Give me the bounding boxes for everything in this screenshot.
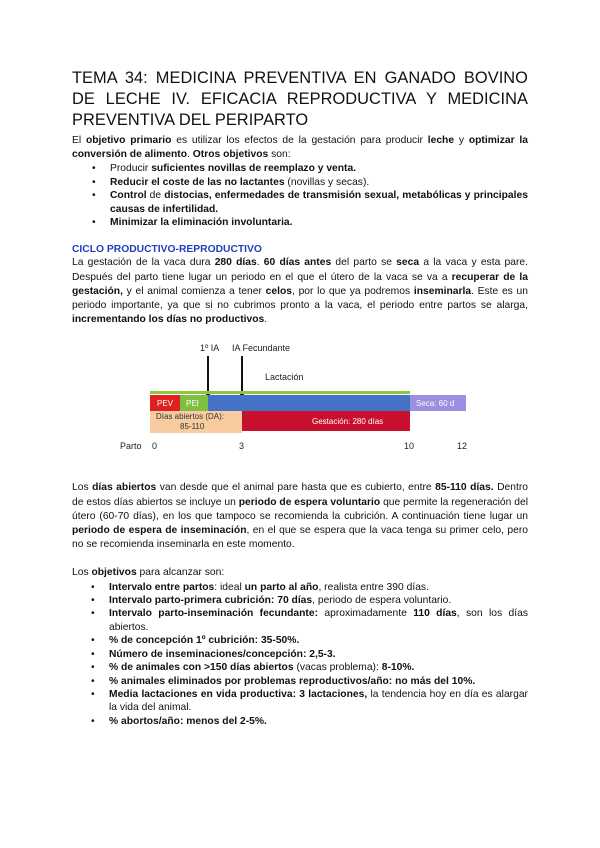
list-item: • Minimizar la eliminación involuntaria. [72,216,528,229]
page-title: TEMA 34: MEDICINA PREVENTIVA EN GANADO BOVINO DE LECHE IV. EFICACIA REPRODUCTIVA Y MEDICINA PREVENTIVA DEL PERIPARTO [72,69,528,129]
label-fertile-ai: IA Fecundante [232,343,291,354]
axis-tick-3: 3 [239,441,245,452]
list-item: • % animales eliminados por problemas reproductivos/año: no más del 10%. [72,675,528,688]
list-item: • Intervalo entre partos: ideal un parto al año, realista entre 390 días. [72,581,528,594]
pev-label: PEV [157,399,174,409]
label-lactation: Lactación [265,372,304,383]
label-first-ai: 1º IA [200,343,220,354]
arrow-first-ai [207,356,209,392]
list-item: • % de animales con >150 días abiertos (vacas problema): 8-10%. [72,661,528,674]
gestation-label: Gestación: 280 días [312,417,384,427]
dry-label: Seca: 60 d [416,399,455,409]
cycle-paragraph: La gestación de la vaca dura 280 días. 60 días antes del parto se seca a la vaca y esta pare. Después del parto tiene lugar un periodo en el que el útero de la vaca se va a recuperar de la gestación, y el animal comienza a tener celos, por lo que ya podremos inseminarla. Este es un periodo importante, ya que si no cubrimos pronto a la vaca, el periodo entre partos se alarga, incrementando los días no productivos. [72,257,528,326]
list-item: • Media lactaciones en vida productiva: 3 lactaciones, la tendencia hoy en día es alargar la vida del animal. [72,688,528,715]
open-days-paragraph: Los días abiertos van desde que el animal pare hasta que es cubierto, entre 85-110 días. Dentro de estos días abiertos se incluye un periodo de espera voluntario que permite la regeneración del útero (60-70 días), en los que tampoco se recomienda la cubrición. A continuación tiene lugar un periodo de espera de inseminación, en el que se espera que la vaca tenga su primer celo, pero no se recomienda inseminarla en este momento. [72,482,529,551]
lactation-line [150,391,410,394]
arrow-fertile-ai [241,356,243,392]
axis-label-birth: Parto [120,441,142,452]
list-item: • Número de inseminaciones/concepción: 2,5-3. [72,648,528,661]
open-days-label: Días abiertos (DA): [156,412,225,422]
list-item: • % abortos/año: menos del 2-5%. [72,715,528,728]
list-item: • % de concepción 1º cubrición: 35-50%. [72,634,528,647]
goals-list [72,581,528,728]
intro-paragraph: El objetivo primario es utilizar los efectos de la gestación para producir leche y optimizar la conversión de alimento. Otros objetivos son: [72,135,528,161]
list-item: • Intervalo parto-primera cubrición: 70 días, periodo de espera voluntario. [72,594,528,607]
objectives-list [72,162,528,229]
axis-tick-0: 0 [152,441,158,452]
document-page [72,68,528,728]
list-item: • Producir suficientes novillas de reemplazo y venta. [72,162,528,175]
goals-intro: Los objetivos para alcanzar son: [72,567,225,579]
reproductive-cycle-diagram [72,339,528,469]
axis-tick-12: 12 [457,441,468,452]
axis-tick-10: 10 [404,441,415,452]
section-heading: CICLO PRODUCTIVO-REPRODUCTIVO [72,244,262,256]
list-item: • Reducir el coste de las no lactantes (novillas y secas). [72,176,528,189]
open-days-range: 85-110 [180,422,205,432]
pei-label: PEI [186,399,199,409]
list-item: • Intervalo parto-inseminación fecundante: aproximadamente 110 días, son los días abiertos. [72,607,528,634]
list-item: • Control de distocias, enfermedades de transmisión sexual, metabólicas y principales causas de infertilidad. [72,189,528,216]
